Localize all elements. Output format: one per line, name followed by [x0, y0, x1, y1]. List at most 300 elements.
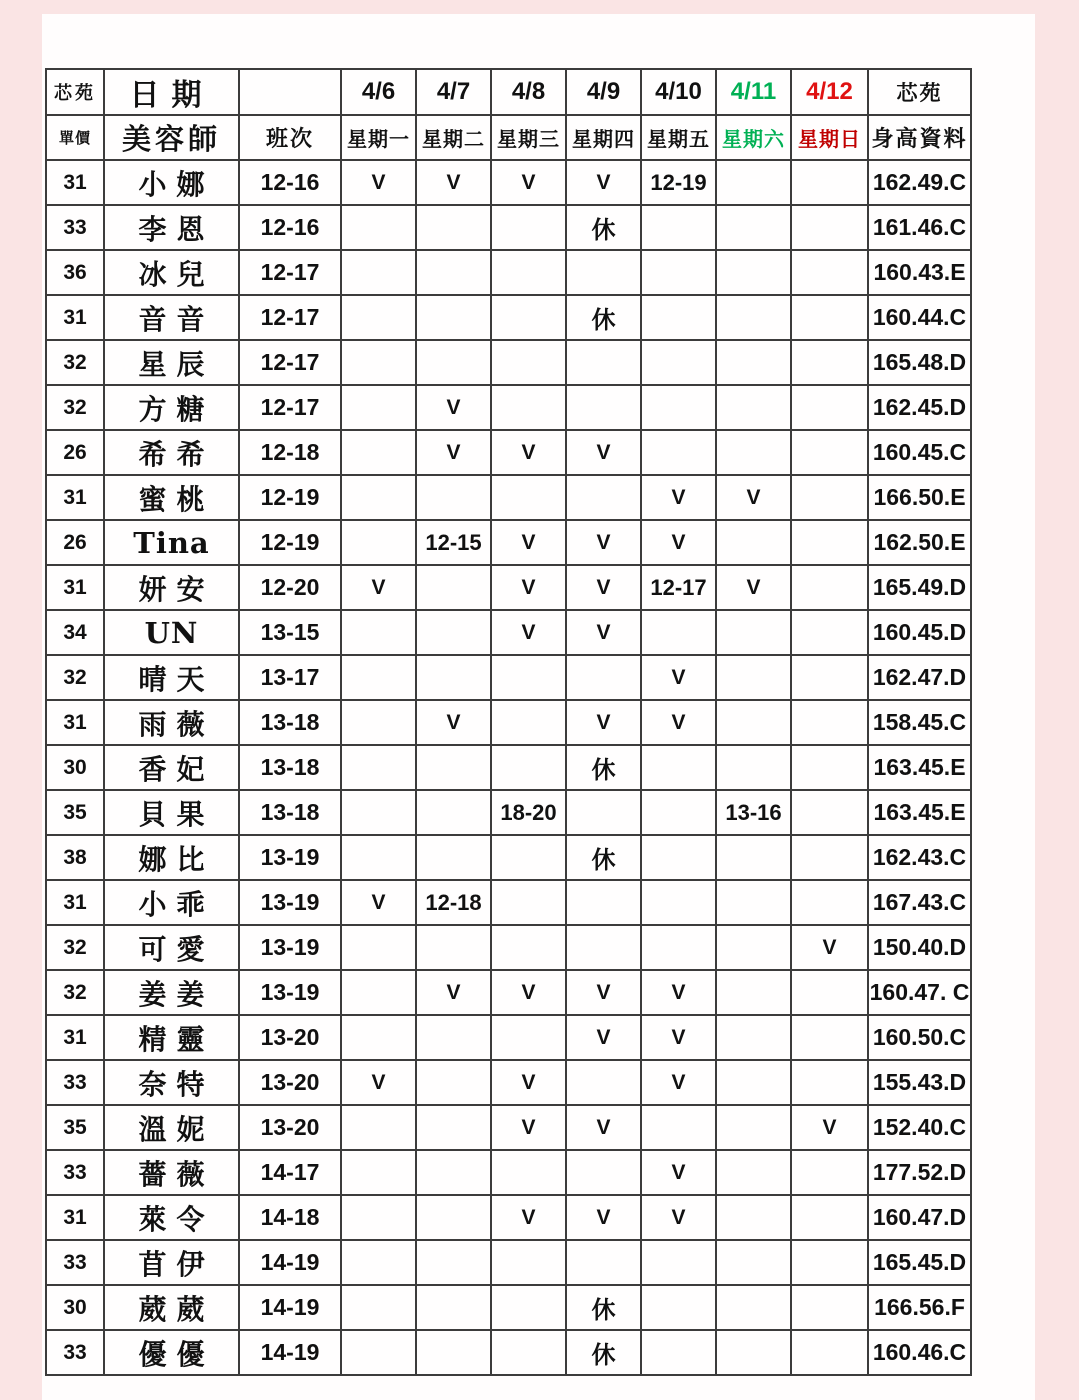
shift-cell: 12-17: [239, 295, 341, 340]
schedule-table: [45, 68, 972, 1376]
schedule-cell: [341, 745, 416, 790]
height-cell: 155.43.D: [868, 1060, 971, 1105]
name-cell: 冰兒: [104, 250, 239, 295]
schedule-cell: V: [491, 610, 566, 655]
table-row: [46, 745, 971, 790]
height-cell: 160.43.E: [868, 250, 971, 295]
height-cell: 166.50.E: [868, 475, 971, 520]
schedule-cell: V: [641, 475, 716, 520]
date-cell: 4/9: [566, 69, 641, 115]
table-row: [46, 655, 971, 700]
schedule-cell: [791, 655, 868, 700]
schedule-cell: [716, 205, 791, 250]
name-cell: 萊令: [104, 1195, 239, 1240]
schedule-cell: [416, 1150, 491, 1195]
schedule-cell: [416, 655, 491, 700]
schedule-cell: V: [641, 655, 716, 700]
schedule-cell: 12-15: [416, 520, 491, 565]
schedule-cell: [566, 475, 641, 520]
schedule-cell: [341, 1195, 416, 1240]
schedule-cell: [491, 295, 566, 340]
schedule-cell: [416, 1105, 491, 1150]
schedule-cell: V: [566, 1105, 641, 1150]
height-cell: 162.45.D: [868, 385, 971, 430]
schedule-cell: 休: [566, 205, 641, 250]
schedule-cell: V: [716, 475, 791, 520]
schedule-cell: [716, 1105, 791, 1150]
shift-cell: 13-19: [239, 880, 341, 925]
name-cell: 李恩: [104, 205, 239, 250]
name-cell: 希希: [104, 430, 239, 475]
price-cell: 35: [46, 790, 104, 835]
schedule-cell: [491, 880, 566, 925]
name-cell: 蜜桃: [104, 475, 239, 520]
name-cell: UN: [104, 610, 239, 655]
schedule-cell: [341, 385, 416, 430]
schedule-cell: [491, 745, 566, 790]
schedule-cell: [491, 1285, 566, 1330]
schedule-cell: [566, 1150, 641, 1195]
schedule-cell: [716, 700, 791, 745]
table-header: [46, 69, 971, 160]
name-cell: 奈特: [104, 1060, 239, 1105]
schedule-cell: V: [416, 160, 491, 205]
schedule-cell: [641, 430, 716, 475]
unit-price-label: 單價: [46, 115, 104, 160]
weekday-cell: 星期五: [641, 115, 716, 160]
name-cell: 娜比: [104, 835, 239, 880]
height-cell: 163.45.E: [868, 745, 971, 790]
schedule-cell: [566, 340, 641, 385]
schedule-cell: [491, 655, 566, 700]
name-cell: 晴天: [104, 655, 239, 700]
name-cell: 方糖: [104, 385, 239, 430]
schedule-cell: [341, 655, 416, 700]
price-cell: 33: [46, 1240, 104, 1285]
price-cell: 38: [46, 835, 104, 880]
schedule-cell: [491, 475, 566, 520]
schedule-cell: V: [491, 565, 566, 610]
name-cell: 音音: [104, 295, 239, 340]
schedule-cell: [341, 700, 416, 745]
schedule-cell: [416, 790, 491, 835]
schedule-cell: [791, 1330, 868, 1375]
schedule-cell: 12-18: [416, 880, 491, 925]
schedule-cell: [341, 1015, 416, 1060]
name-cell: Tina: [104, 520, 239, 565]
table-row: [46, 295, 971, 340]
schedule-cell: [641, 385, 716, 430]
table-row: [46, 1330, 971, 1375]
price-cell: 32: [46, 340, 104, 385]
schedule-cell: [791, 835, 868, 880]
name-cell: 小乖: [104, 880, 239, 925]
table-row: [46, 790, 971, 835]
shift-cell: 13-19: [239, 925, 341, 970]
schedule-cell: [716, 430, 791, 475]
name-cell: 可愛: [104, 925, 239, 970]
schedule-cell: [491, 1150, 566, 1195]
schedule-cell: [341, 295, 416, 340]
name-cell: 雨薇: [104, 700, 239, 745]
schedule-cell: [716, 520, 791, 565]
height-cell: 163.45.E: [868, 790, 971, 835]
date-cell: 4/8: [491, 69, 566, 115]
price-cell: 32: [46, 970, 104, 1015]
table-body: [46, 160, 971, 1375]
schedule-cell: [566, 925, 641, 970]
name-cell: 溫妮: [104, 1105, 239, 1150]
schedule-cell: [791, 880, 868, 925]
name-cell: 貝果: [104, 790, 239, 835]
shift-column-label: 班次: [239, 115, 341, 160]
table-row: [46, 1195, 971, 1240]
shift-cell: 14-17: [239, 1150, 341, 1195]
schedule-cell: [416, 1060, 491, 1105]
shift-cell: 13-18: [239, 790, 341, 835]
table-row: [46, 160, 971, 205]
schedule-cell: 休: [566, 295, 641, 340]
schedule-cell: [641, 745, 716, 790]
price-cell: 31: [46, 565, 104, 610]
schedule-cell: [716, 835, 791, 880]
table-row: [46, 475, 971, 520]
height-cell: 162.49.C: [868, 160, 971, 205]
price-cell: 36: [46, 250, 104, 295]
shift-cell: 14-19: [239, 1240, 341, 1285]
price-cell: 26: [46, 520, 104, 565]
schedule-cell: 18-20: [491, 790, 566, 835]
price-cell: 30: [46, 745, 104, 790]
height-cell: 166.56.F: [868, 1285, 971, 1330]
schedule-cell: [566, 250, 641, 295]
schedule-cell: [341, 250, 416, 295]
shift-cell: 13-18: [239, 745, 341, 790]
schedule-cell: V: [491, 160, 566, 205]
price-cell: 31: [46, 1195, 104, 1240]
price-cell: 31: [46, 1015, 104, 1060]
schedule-cell: [341, 520, 416, 565]
schedule-cell: [641, 340, 716, 385]
table-row: [46, 1015, 971, 1060]
schedule-cell: V: [566, 430, 641, 475]
schedule-cell: [416, 745, 491, 790]
height-cell: 160.47.D: [868, 1195, 971, 1240]
height-cell: 160.47. C: [868, 970, 971, 1015]
schedule-cell: 休: [566, 835, 641, 880]
table-row: [46, 205, 971, 250]
schedule-cell: [566, 655, 641, 700]
weekday-cell: 星期二: [416, 115, 491, 160]
shift-cell: 12-17: [239, 250, 341, 295]
schedule-cell: [416, 835, 491, 880]
schedule-cell: [716, 1015, 791, 1060]
schedule-cell: [791, 475, 868, 520]
table-row: [46, 1150, 971, 1195]
name-cell: 精靈: [104, 1015, 239, 1060]
price-cell: 33: [46, 1060, 104, 1105]
price-cell: 32: [46, 925, 104, 970]
shift-cell: 14-18: [239, 1195, 341, 1240]
schedule-cell: [341, 970, 416, 1015]
height-cell: 158.45.C: [868, 700, 971, 745]
name-cell: 優優: [104, 1330, 239, 1375]
name-cell: 小娜: [104, 160, 239, 205]
table-row: [46, 835, 971, 880]
schedule-cell: [716, 925, 791, 970]
schedule-cell: V: [641, 970, 716, 1015]
height-cell: 160.44.C: [868, 295, 971, 340]
schedule-cell: V: [491, 1105, 566, 1150]
table-row: [46, 385, 971, 430]
schedule-cell: [716, 1330, 791, 1375]
schedule-cell: [341, 430, 416, 475]
height-cell: 165.48.D: [868, 340, 971, 385]
schedule-cell: V: [641, 1060, 716, 1105]
schedule-cell: 13-16: [716, 790, 791, 835]
height-cell: 165.49.D: [868, 565, 971, 610]
name-cell: 薔薇: [104, 1150, 239, 1195]
shift-cell: 13-17: [239, 655, 341, 700]
schedule-cell: V: [791, 1105, 868, 1150]
schedule-cell: V: [491, 430, 566, 475]
table-row: [46, 610, 971, 655]
schedule-cell: [716, 1240, 791, 1285]
schedule-cell: V: [716, 565, 791, 610]
schedule-cell: [566, 1240, 641, 1285]
height-cell: 162.50.E: [868, 520, 971, 565]
schedule-cell: [716, 1150, 791, 1195]
shift-cell: 13-20: [239, 1105, 341, 1150]
schedule-cell: [491, 250, 566, 295]
schedule-cell: [641, 835, 716, 880]
schedule-cell: [641, 1105, 716, 1150]
schedule-cell: V: [491, 970, 566, 1015]
weekday-cell: 星期四: [566, 115, 641, 160]
schedule-cell: V: [341, 565, 416, 610]
price-cell: 32: [46, 655, 104, 700]
date-cell: 4/7: [416, 69, 491, 115]
header-row-weekdays: [46, 115, 971, 160]
schedule-cell: [641, 880, 716, 925]
price-cell: 34: [46, 610, 104, 655]
schedule-cell: V: [566, 160, 641, 205]
schedule-cell: [416, 250, 491, 295]
schedule-cell: [716, 340, 791, 385]
weekday-cell: 星期三: [491, 115, 566, 160]
date-cell: 4/12: [791, 69, 868, 115]
schedule-cell: [491, 835, 566, 880]
schedule-cell: [566, 880, 641, 925]
schedule-cell: V: [641, 520, 716, 565]
name-cell: 香妃: [104, 745, 239, 790]
height-cell: 167.43.C: [868, 880, 971, 925]
schedule-cell: 休: [566, 1285, 641, 1330]
shift-cell: 12-19: [239, 520, 341, 565]
schedule-cell: [791, 205, 868, 250]
height-cell: 177.52.D: [868, 1150, 971, 1195]
weekday-cell: 星期一: [341, 115, 416, 160]
schedule-cell: [341, 340, 416, 385]
schedule-cell: V: [491, 1195, 566, 1240]
price-cell: 32: [46, 385, 104, 430]
schedule-cell: [791, 385, 868, 430]
schedule-cell: [641, 295, 716, 340]
shift-cell: 12-16: [239, 205, 341, 250]
table-row: [46, 1240, 971, 1285]
schedule-cell: [791, 340, 868, 385]
schedule-cell: [341, 1240, 416, 1285]
schedule-cell: [716, 295, 791, 340]
schedule-cell: [341, 1330, 416, 1375]
height-cell: 161.46.C: [868, 205, 971, 250]
schedule-cell: [641, 250, 716, 295]
schedule-cell: [416, 1285, 491, 1330]
schedule-cell: [416, 925, 491, 970]
schedule-cell: V: [341, 1060, 416, 1105]
name-cell: 姜姜: [104, 970, 239, 1015]
table-row: [46, 925, 971, 970]
schedule-cell: [641, 610, 716, 655]
schedule-cell: [566, 790, 641, 835]
schedule-cell: V: [491, 1060, 566, 1105]
schedule-cell: [341, 835, 416, 880]
height-column-label: 身高資料: [868, 115, 971, 160]
table-row: [46, 700, 971, 745]
header-row-dates: [46, 69, 971, 115]
price-cell: 31: [46, 160, 104, 205]
schedule-cell: [791, 1060, 868, 1105]
schedule-cell: 12-17: [641, 565, 716, 610]
schedule-cell: [341, 790, 416, 835]
height-cell: 165.45.D: [868, 1240, 971, 1285]
name-cell: 星辰: [104, 340, 239, 385]
weekday-cell: 星期日: [791, 115, 868, 160]
schedule-cell: V: [566, 700, 641, 745]
blank-header-cell: [239, 69, 341, 115]
schedule-cell: [641, 1240, 716, 1285]
price-cell: 31: [46, 700, 104, 745]
shift-cell: 13-20: [239, 1060, 341, 1105]
schedule-cell: [791, 1015, 868, 1060]
shift-cell: 12-18: [239, 430, 341, 475]
schedule-cell: [791, 970, 868, 1015]
height-cell: 162.43.C: [868, 835, 971, 880]
shift-cell: 12-19: [239, 475, 341, 520]
table-row: [46, 1060, 971, 1105]
schedule-cell: [791, 790, 868, 835]
schedule-cell: V: [641, 1015, 716, 1060]
schedule-cell: [716, 970, 791, 1015]
shift-cell: 12-16: [239, 160, 341, 205]
schedule-cell: V: [566, 1015, 641, 1060]
corner-label-left: 芯苑: [46, 69, 104, 115]
schedule-cell: [491, 205, 566, 250]
height-cell: 160.46.C: [868, 1330, 971, 1375]
date-column-label: 日期: [104, 69, 239, 115]
schedule-cell: [491, 700, 566, 745]
schedule-cell: [791, 745, 868, 790]
schedule-cell: [341, 1285, 416, 1330]
schedule-cell: [791, 610, 868, 655]
schedule-cell: [566, 1060, 641, 1105]
schedule-cell: [491, 1015, 566, 1060]
shift-cell: 13-19: [239, 835, 341, 880]
schedule-cell: [341, 925, 416, 970]
schedule-cell: [641, 790, 716, 835]
height-cell: 160.45.C: [868, 430, 971, 475]
schedule-cell: [641, 205, 716, 250]
height-cell: 150.40.D: [868, 925, 971, 970]
shift-cell: 12-17: [239, 385, 341, 430]
schedule-cell: V: [416, 970, 491, 1015]
table-row: [46, 340, 971, 385]
name-cell: 苜伊: [104, 1240, 239, 1285]
schedule-cell: [791, 1240, 868, 1285]
schedule-cell: V: [566, 610, 641, 655]
schedule-cell: [791, 700, 868, 745]
schedule-cell: [416, 1330, 491, 1375]
schedule-cell: [416, 1240, 491, 1285]
schedule-cell: V: [641, 1150, 716, 1195]
schedule-cell: V: [416, 385, 491, 430]
schedule-cell: [566, 385, 641, 430]
name-cell: 葳葳: [104, 1285, 239, 1330]
table-row: [46, 520, 971, 565]
schedule-cell: V: [566, 1195, 641, 1240]
table-row: [46, 565, 971, 610]
shift-cell: 12-20: [239, 565, 341, 610]
schedule-cell: [491, 340, 566, 385]
schedule-cell: V: [341, 880, 416, 925]
name-cell: 妍安: [104, 565, 239, 610]
table-row: [46, 1105, 971, 1150]
schedule-cell: V: [416, 700, 491, 745]
shift-cell: 14-19: [239, 1330, 341, 1375]
schedule-cell: V: [341, 160, 416, 205]
schedule-cell: [716, 160, 791, 205]
schedule-cell: [641, 925, 716, 970]
price-cell: 30: [46, 1285, 104, 1330]
date-cell: 4/11: [716, 69, 791, 115]
schedule-cell: [716, 745, 791, 790]
schedule-cell: V: [791, 925, 868, 970]
schedule-cell: [491, 1330, 566, 1375]
schedule-cell: [416, 295, 491, 340]
schedule-cell: [416, 1015, 491, 1060]
price-cell: 31: [46, 475, 104, 520]
stylist-column-label: 美容師: [104, 115, 239, 160]
schedule-cell: V: [416, 430, 491, 475]
schedule-cell: [341, 1150, 416, 1195]
schedule-cell: [791, 430, 868, 475]
schedule-cell: [341, 610, 416, 655]
schedule-cell: V: [566, 520, 641, 565]
schedule-cell: [716, 655, 791, 700]
shift-cell: 12-17: [239, 340, 341, 385]
shift-cell: 13-19: [239, 970, 341, 1015]
schedule-cell: [416, 1195, 491, 1240]
price-cell: 26: [46, 430, 104, 475]
schedule-cell: V: [566, 565, 641, 610]
schedule-cell: V: [566, 970, 641, 1015]
schedule-cell: [791, 520, 868, 565]
schedule-cell: [716, 1060, 791, 1105]
schedule-cell: [641, 1330, 716, 1375]
schedule-cell: [416, 475, 491, 520]
schedule-cell: [791, 565, 868, 610]
price-cell: 31: [46, 295, 104, 340]
